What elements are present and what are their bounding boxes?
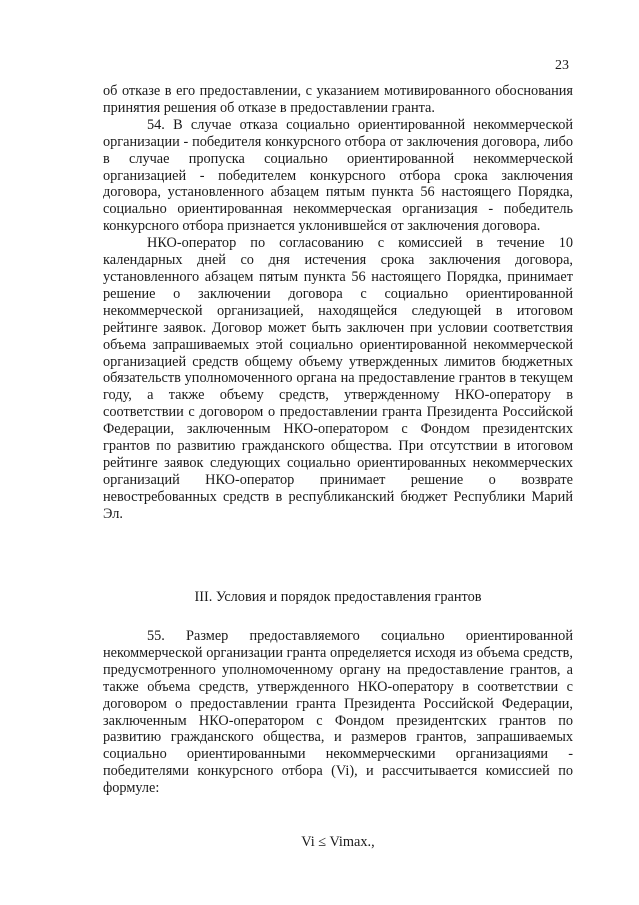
page-number: 23 (555, 58, 569, 73)
section-heading: III. Условия и порядок предоставления грантов (194, 589, 482, 605)
body-section-1 (103, 83, 573, 523)
body-section-2 (103, 628, 573, 797)
paragraph-55: 55. Размер предоставляемого социально ориентированной некоммерческой организации гранта определяется исходя из объема средств, предусмотренного уполномоченному органу на предоставление грантов, а также объема средств, утвержденного НКО-оператору в соответствии с договором о предоставлении гранта Президента Российской Федерации, заключенным НКО-оператором с Фондом президентских грантов по развитию гражданского общества, и размеров грантов, запрашиваемых социально ориентированными некоммерческими организациями - победителями конкурсного отбора (Vi), и рассчитывается комиссией по формуле: (103, 628, 573, 797)
formula: Vi ≤ Vimax., (301, 834, 375, 850)
paragraph-54: 54. В случае отказа социально ориентированной некоммерческой организации - победителя конкурсного отбора от заключения договора, либо в случае пропуска социально ориентированной некоммерческой организацией - победителем конкурсного отбора срока заключения договора, установленного абзацем пятым пункта 56 настоящего Порядка, социально ориентированная некоммерческая организация - победитель конкурсного отбора признается уклонившейся от заключения договора. (103, 116, 573, 235)
paragraph-nko-operator: НКО-оператор по согласованию с комиссией в течение 10 календарных дней со дня истечения срока заключения договора, установленного абзацем пятым пункта 56 настоящего Порядка, принимает решение о заключении договора с социально ориентированной некоммерческой организацией, находящейся следующей в итоговом рейтинге заявок. Договор может быть заключен при условии соответствия объема запрашиваемых этой социально ориентированной некоммерческой организацией средств общему объему утвержденных лимитов бюджетных обязательств уполномоченного органа на предоставление грантов в текущем году, а также объему средств, утвержденному НКО-оператору в соответствии с договором о предоставлении гранта Президента Российской Федерации, заключенным НКО-оператором с Фондом президентских грантов по развитию гражданского общества. При отсутствии в итоговом рейтинге заявок следующих социально ориентированных некоммерческих организаций НКО-оператор принимает решение о возврате невостребованных средств в республиканский бюджет Республики Марий Эл. (103, 235, 573, 522)
paragraph-continuation: об отказе в его предоставлении, с указанием мотивированного обоснования принятия решения об отказе в предоставлении гранта. (103, 83, 573, 116)
